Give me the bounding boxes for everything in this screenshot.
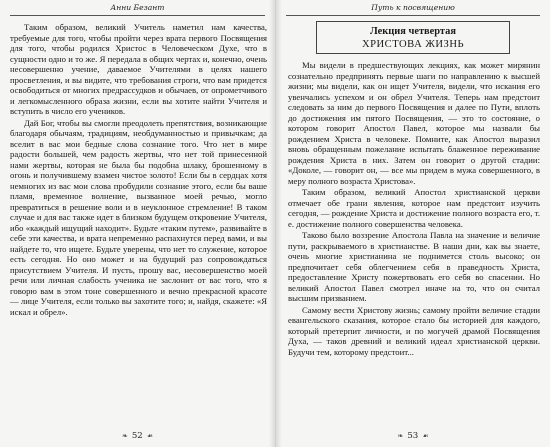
gutter-shadow-right [276,0,282,447]
chapter-title: ХРИСТОВА ЖИЗНЬ [361,39,465,50]
ornament-icon: ❧ [121,432,128,440]
right-page [275,0,550,447]
right-page-number: 53 [407,431,419,441]
left-body-text [10,22,267,417]
right-paragraph-2: Таким образом, великий Апостол христианской церкви отмечает обе грани явления, которое нам предстоит изучить сегодня, — рождение Христа и достижение полного возраста его, т. е. достижение полного совершенства человека. [288,187,540,229]
left-page-number: 52 [131,431,143,441]
header-rule-left [10,15,265,16]
chapter-heading-box [316,21,510,54]
left-page-number-footer [0,431,275,441]
ornament-icon: ☙ [422,432,429,440]
left-paragraph-2: Дай Бог, чтобы вы смогли преодолеть препятствия, возникающие благодаря обычаям, традициям, необдуманностью и привычкам; да вселит в вас мои бедные слова сознание того. Что нет в мире радости большей, чем радость жертвы, что нет той принесенной нами жертвы, которая не была бы подобна шлаку, брошенному в огонь и получившему взамен чистое золото! Если бы в сердцах хотя немногих из вас мои слова пробудили сознание этого, если бы ваше пламя, временное волнение, вызванное моей речью, могло превратиться в решение воли и в неуклонное стремление! В таком случае и для вас также идет в близком будущем откровение Учителя, ибо «каждый ищущий находит». Будьте «таким путем», развивайте в себе эти качества, и врата непременно распахнутся перед вами, и вы найдете то, что ищете. Будьте уверены, что нет то служение, которое есть сегодня. Но оно может и на будущий раз сопровождаться присутствием Учителя. И пусть, прошу вас, несовершенство моей речи или личная слабость ученика не заслонит от вас того, что я говорю вам в этом тоне совершенного и вечно прекрасной красоте — лице Учителя, если только вы захотите того; и, найдя, скажете: «Я искал и обрел». [10,117,267,317]
running-head-left: Анни Безант [110,3,165,12]
header-rule-right [286,15,540,16]
left-paragraph-1: Таким образом, великий Учитель наметил нам качества, требуемые для того, чтобы пройти через врата первого Посвящения для того, чтобы родился Христос в Человеческом Духе, что в сущности одно и то же. Я передала в общих чертах и, конечно, очень несовершенно учение, даваемое Учителями в целях нашего просветления, и вы видите, что требования строги, что вам придется освободиться от многих предрассудков и обычаев, от опрометчивого и легкомысленного образа жизни, если вы хотите найти Учителя и вступить в число его учеников. [10,22,267,116]
right-paragraph-3: Таково было воззрение Апостола Павла на значение и величие пути, раскрываемого в христианстве. В наши дни, как вы знаете, очень многие христианина не поднимется столь высоко; он предпочитает себя облегчением себя в праведность Христа, предоставление Христу пожертвовать его себя во спасении. Но великий Апостол Павел смотрел иначе на то, что он считал высшим призванием. [288,230,540,303]
lecture-title: Лекция четвертая [370,26,456,37]
right-page-number-footer [276,431,550,441]
running-head-right: Путь к посвящению [371,3,455,12]
ornament-icon: ☙ [146,432,154,440]
right-paragraph-1: Мы видели в предшествующих лекциях, как может мирянин сознательно предпринять первые шаги по направлению к высшей жизни; мы видели, как он ищет Учителя, видели, что искания его увенчались успехом и он обрел Учителя. Теперь нам предстоит следовать за ним до первого Посвящения и далее по Пути, вплоть до достижения им пятого Посвящения, — это то состояние, о котором говорит Апостол Павел, которое мы назвали бы рождением Христа в человеке. Помните, как Апостол выразил вновь обращенным пожелание испытать блаженное переживание рождения Христа в них. Затем он говорит о другой стадии: «Доколе, — говорит он, — все мы придем в мужа совершенного, в меру полного возраста Христова». [288,60,540,186]
right-paragraph-4: Самому вести Христову жизнь; самому пройти величие стадии евангельского сказания, которое стало бы историей для каждого, который претерпит личности, и по могучей драмой Посвящения Духа, — таков древний и великий идеал христианской церкви. Будучи тем, которому предстоит... [288,304,540,357]
right-body-text [288,60,540,417]
ornament-icon: ❧ [397,432,404,440]
